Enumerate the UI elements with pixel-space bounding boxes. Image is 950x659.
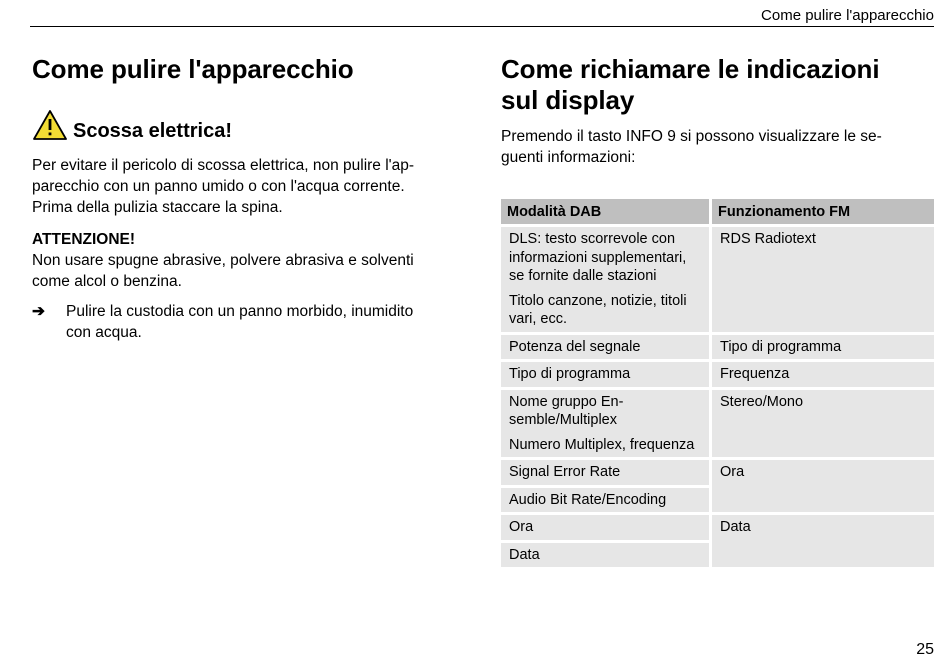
warning-title: Scossa elettrica! xyxy=(73,120,232,142)
table-cell-fm: Tipo di programma xyxy=(712,335,934,360)
table-cell-fm: Stereo/Mono xyxy=(712,390,934,458)
table-cell-dab: Audio Bit Rate/Encoding xyxy=(501,488,709,513)
table-cell-fm: Frequenza xyxy=(712,362,934,387)
column-header-fm: Funzionamento FM xyxy=(712,199,934,224)
running-head: Come pulire l'apparecchio xyxy=(761,7,934,24)
instruction-text: Pulire la custodia con un panno morbido, inumidito con acqua. xyxy=(66,303,414,341)
warning-triangle-icon xyxy=(32,109,68,141)
column-header-dab: Modalità DAB xyxy=(501,199,709,224)
attention-text: Non usare spugne abrasive, polvere abrasiva e solventi come alcol o benzina. xyxy=(32,252,414,290)
arrow-right-icon: ➔ xyxy=(32,303,45,320)
section-title-cleaning: Come pulire l'apparecchio xyxy=(32,54,354,84)
left-column xyxy=(32,54,462,343)
right-column xyxy=(501,54,933,168)
table-row xyxy=(501,515,934,540)
header-rule xyxy=(30,26,934,27)
warning-text: Per evitare il pericolo di scossa elettrica, non pulire l'ap- parecchio con un panno umido o con l'acqua corrente. Prima della pulizia staccare la spina. xyxy=(32,157,415,216)
page-number: 25 xyxy=(916,641,934,658)
table-row xyxy=(501,460,934,485)
instruction-bullet xyxy=(32,301,462,343)
table-cell-dab: Ora xyxy=(501,515,709,540)
table-cell-dab: Data xyxy=(501,543,709,568)
attention-title: ATTENZIONE! xyxy=(32,231,136,248)
table-row xyxy=(501,390,934,458)
table-cell-fm: Data xyxy=(712,515,934,567)
warning-heading xyxy=(32,106,462,143)
table-cell-dab: Potenza del segnale xyxy=(501,335,709,360)
section-title-display: Come richiamare le indicazioni sul display xyxy=(501,54,880,115)
table-cell-dab: Nome gruppo En- semble/Multiplex Numero Multiplex, frequenza xyxy=(501,390,709,458)
table-row xyxy=(501,335,934,360)
table-cell-dab: DLS: testo scorrevole con informazioni supplementari, se fornite dalle stazioni Titolo canzone, notizie, titoli vari, ecc. xyxy=(501,227,709,332)
table-cell-dab: Signal Error Rate xyxy=(501,460,709,485)
info-table xyxy=(498,196,937,570)
table-row xyxy=(501,362,934,387)
table-cell-fm: Ora xyxy=(712,460,934,512)
table-cell-dab: Tipo di programma xyxy=(501,362,709,387)
table-header-row xyxy=(501,199,934,224)
intro-text: Premendo il tasto INFO 9 si possono visualizzare le se- guenti informazioni: xyxy=(501,128,882,166)
table-row xyxy=(501,227,934,332)
table-cell-fm: RDS Radiotext xyxy=(712,227,934,332)
